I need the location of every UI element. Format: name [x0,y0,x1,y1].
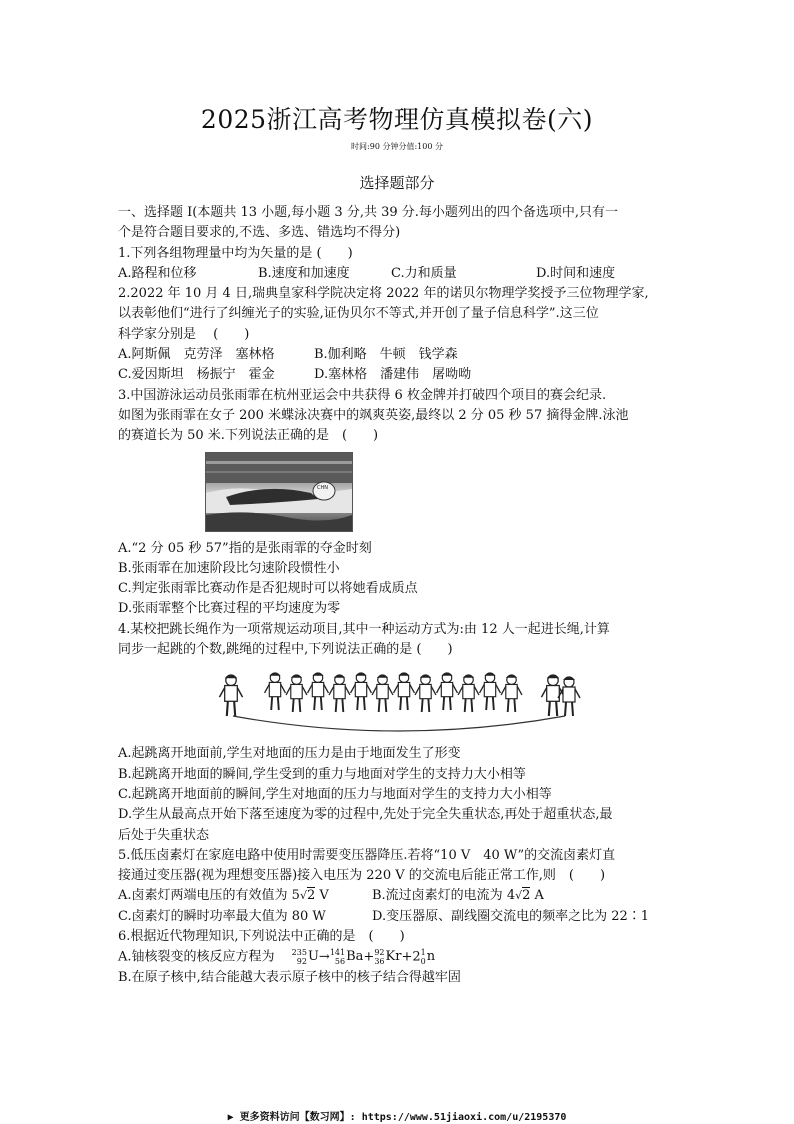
questions-body [118,203,678,989]
n-symbol: n [426,949,436,965]
q3-option-c: C.判定张雨霏比赛动作是否犯规时可以将她看成质点 [118,581,418,597]
section-heading: 选择题部分 [359,174,435,192]
u-mass-number: 235 [291,948,307,958]
u-symbol: U [307,949,319,965]
nuclide-u [292,947,319,967]
q3-option-d: D.张雨霏整个比赛过程的平均速度为零 [118,601,341,617]
q5-options-row2 [118,907,678,927]
q2-option-c: C.爱因斯坦 杨振宁 霍金 [118,367,275,383]
jumping-student [458,675,479,713]
q2-line-1: 2.2022 年 10 月 4 日,瑞典皇家科学院决定将 2022 年的诺贝尔物理学奖授予三位物理学家, [118,286,649,302]
reaction-arrow: → [318,949,330,965]
kr-mass-number: 92 [374,948,385,958]
exam-time-score: 时间:90 分钟分值:100 分 [351,142,443,151]
n-atomic-number: 0 [420,957,426,967]
kr-symbol: Kr [385,949,402,965]
q6-option-a [118,947,678,968]
ba-symbol: Ba [346,949,364,965]
q5-option-b [372,886,544,906]
q1-options [118,264,678,284]
q5-line-1: 5.低压卤素灯在家庭电路中使用时需要变压器降压.若将“10 V 40 W”的交流卤素灯直 [118,847,616,863]
q6-stem: 6.根据近代物理知识,下列说法中正确的是 ( ) [118,929,405,945]
jumping-student [480,673,501,711]
q5-option-d: D.变压器原、副线圈交流电的频率之比为 22∶1 [372,908,650,924]
q5-b-unit: A [530,888,544,904]
q2-options-row2 [118,365,678,385]
ba-atomic-number: 56 [334,957,346,967]
exam-title: 2025浙江高考物理仿真模拟卷(六) [200,105,594,134]
rope-turner-right [541,675,564,716]
q4-option-d-line2: 后处于失重状态 [118,827,210,843]
jumping-student [286,675,307,713]
jumping-student [351,673,372,711]
nuclide-n [421,947,435,967]
q2-options-row1 [118,345,678,365]
rope-turner-left [219,675,242,716]
q1-option-a: A.路程和位移 [118,265,197,281]
jumping-student [329,675,350,713]
q3-line-1: 3.中国游泳运动员张雨霏在杭州亚运会中共获得 6 枚金牌并打破四个项目的赛会纪录. [118,387,607,403]
q5-a-text: A.卤素灯两端电压的有效值为 5 [118,888,300,904]
q1-option-b: B.速度和加速度 [258,265,350,281]
q4-option-b: B.起跳离开地面的瞬间,学生受到的重力与地面对学生的支持力大小相等 [118,766,526,782]
jumping-student [308,673,329,711]
q2-line-2: 以表彰他们“进行了纠缠光子的实验,证伪贝尔不等式,并开创了量子信息科学”.这三位 [118,306,599,322]
q1-stem: 1.下列各组物理量中均为矢量的是 ( ) [118,245,353,261]
sqrt-symbol: √ [299,889,307,903]
q6-option-b: B.在原子核中,结合能越大表示原子核中的核子结合得越牢固 [118,970,461,986]
jumping-student [501,675,522,713]
q4-line-1: 4.某校把跳长绳作为一项常规运动项目,其中一种运动方式为:由 12 人一起进长绳,计算 [118,621,610,637]
q3-line-2: 如图为张雨霏在女子 200 米蝶泳决赛中的飒爽英姿,最终以 2 分 05 秒 57 摘得金牌.泳池 [118,407,629,423]
intro-line-2: 个是符合题目要求的,不选、多选、错选均不得分) [118,225,401,241]
jumping-student [415,675,436,713]
intro-line-1: 一、选择题 Ⅰ(本题共 13 小题,每小题 3 分,共 39 分.每小题列出的四个备选项中,只有一 [118,205,619,220]
q5-a-unit: V [315,888,329,904]
q3-line-3: 的赛道长为 50 米.下列说法正确的是 ( ) [118,428,379,444]
q4-option-c: C.起跳离开地面前的瞬间,学生对地面的压力与地面对学生的支持力大小相等 [118,786,552,802]
jump-rope-figure [213,668,585,740]
q5-line-2: 接通过变压器(视为理想变压器)接入电压为 220 V 的交流电后能正常工作,则 ( ) [118,868,606,884]
q5-option-c: C.卤素灯的瞬时功率最大值为 80 W [118,908,326,924]
q5-a-radicand: 2 [306,888,316,904]
rope-turner-right-2 [558,677,580,717]
plus-sign: + [363,949,375,965]
jumping-student [265,673,286,711]
q4-option-a: A.起跳离开地面前,学生对地面的压力是由于地面发生了形变 [118,746,461,762]
q5-option-a [118,886,372,906]
nuclide-kr [374,947,401,967]
swimmer-photo [205,452,353,532]
jumping-student [437,673,458,711]
footer-link[interactable]: ▶ 更多资料访问【数习网】: https://www.51jiaoxi.com/u/2195370 [227,1112,567,1123]
q5-b-radicand: 2 [522,888,531,904]
u-atomic-number: 92 [296,957,307,967]
q2-option-d: D.塞林格 潘建伟 屠呦呦 [314,367,472,383]
q6-a-text: A.铀核裂变的核反应方程为 [118,949,288,965]
jump-rope-illustration [213,668,585,740]
jumping-student [394,673,415,711]
ba-mass-number: 141 [329,948,346,958]
q4-option-d-line1: D.学生从最高点开始下落至速度为零的过程中,先处于完全失重状态,再处于超重状态,最 [118,807,613,823]
q5-b-text: B.流过卤素灯的电流为 4 [372,888,516,904]
sqrt-symbol: √ [515,889,523,903]
swimmer-illustration [206,453,352,531]
q2-line-3: 科学家分别是 ( ) [118,326,250,342]
q1-option-d: D.时间和速度 [536,265,616,281]
nuclide-ba [330,947,364,967]
q3-option-b: B.张雨霏在加速阶段比匀速阶段惯性小 [118,560,340,576]
q2-option-a: A.阿斯佩 克劳泽 塞林格 [118,347,275,363]
kr-atomic-number: 36 [374,957,385,967]
q4-line-2: 同步一起跳的个数,跳绳的过程中,下列说法正确的是 ( ) [118,642,453,658]
q2-option-b: B.伽利略 牛顿 钱学森 [314,347,458,363]
swim-cap-text: CHN [317,484,328,491]
q3-option-a: A.“2 分 05 秒 57”指的是张雨霏的夺金时刻 [118,540,372,556]
q5-options-row1 [118,886,678,906]
n-mass-number: 1 [420,948,426,958]
plus-two: +2 [401,949,421,965]
q1-option-c: C.力和质量 [391,265,457,281]
jumping-student [372,675,393,713]
